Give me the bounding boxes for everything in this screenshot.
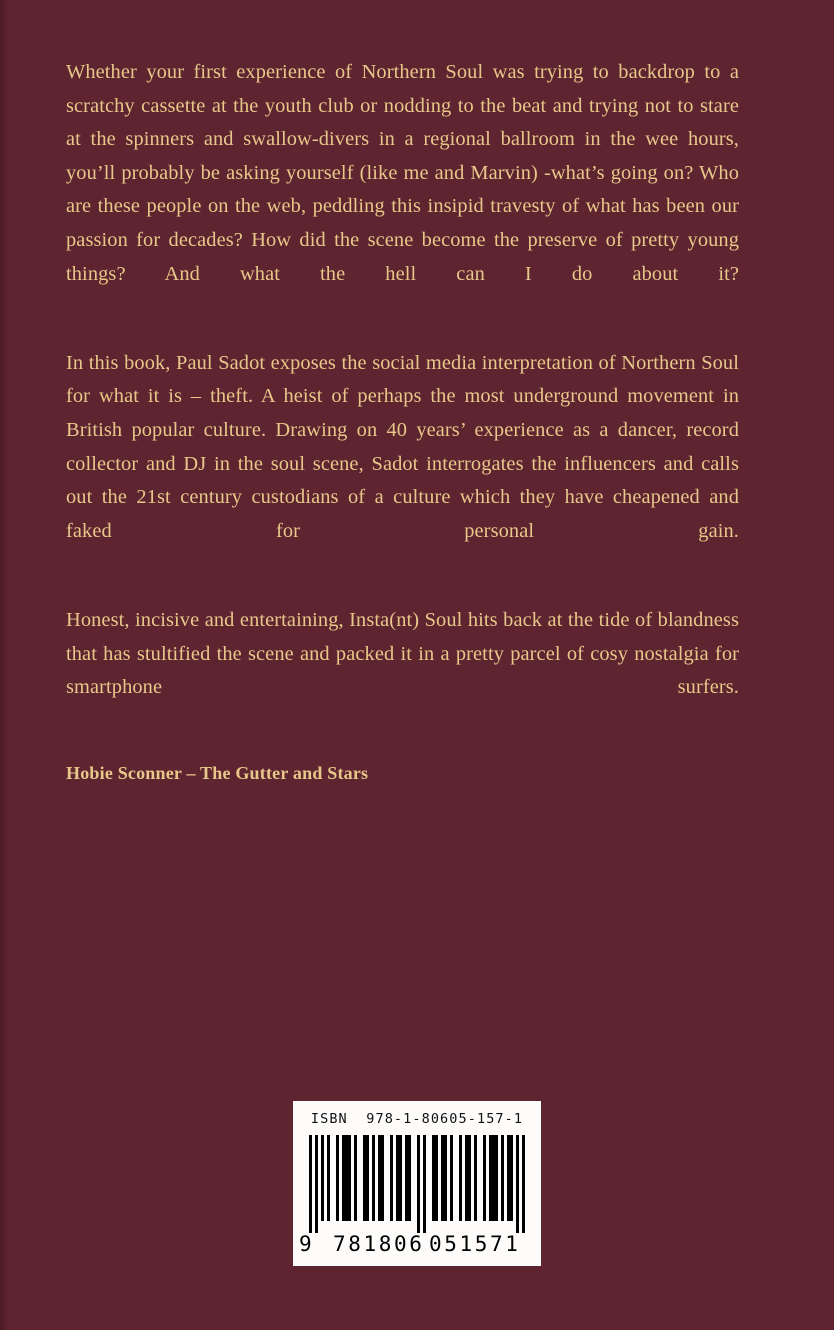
- isbn-label: ISBN 978-1-80605-157-1: [310, 1111, 524, 1127]
- ean-right-group: 051571: [429, 1232, 521, 1256]
- ean-left-group: 781806: [333, 1232, 425, 1256]
- barcode-module: [522, 1135, 525, 1233]
- blurb-paragraph-1: Whether your first experience of Northern Soul was trying to backdrop to a scratchy cassette at the youth club or nodding to the beat and trying not to stare at the spinners and swallow-divers in a regional ballroom in the wee hours, you’ll probably be asking yourself (like me and Marvin) -what’s going on? Who are these people on the web, peddling this insipid travesty of what has been our passion for decades? How did the scene become the preserve of pretty young things? And what the hell can I do about it?: [66, 61, 739, 285]
- ean-digits: [293, 1233, 541, 1255]
- blurb-attribution: Hobie Sconner – The Gutter and Stars: [66, 763, 369, 784]
- barcode-bars: [309, 1135, 525, 1233]
- ean-lead-digit: 9: [299, 1232, 312, 1256]
- spine-edge-shadow: [0, 0, 8, 1330]
- blurb-text-block: [66, 56, 739, 786]
- barcode-module: [342, 1135, 351, 1221]
- blurb-paragraph-2: In this book, Paul Sadot exposes the social media interpretation of Northern Soul for what it is – theft. A heist of perhaps the most underground movement in British popular culture. Drawing on 40 years’ experience as a dancer, record collector and DJ in the soul scene, Sadot interrogates the influencers and calls out the 21st century custodians of a culture which they have cheapened and faked for personal gain.: [66, 351, 739, 542]
- isbn-barcode: [293, 1101, 541, 1266]
- blurb-paragraph-3: Honest, incisive and entertaining, Insta(nt) Soul hits back at the tide of blandness that has stultified the scene and packed it in a pretty parcel of cosy nostalgia for smartphone surfers.: [66, 608, 739, 699]
- barcode-module: [489, 1135, 498, 1221]
